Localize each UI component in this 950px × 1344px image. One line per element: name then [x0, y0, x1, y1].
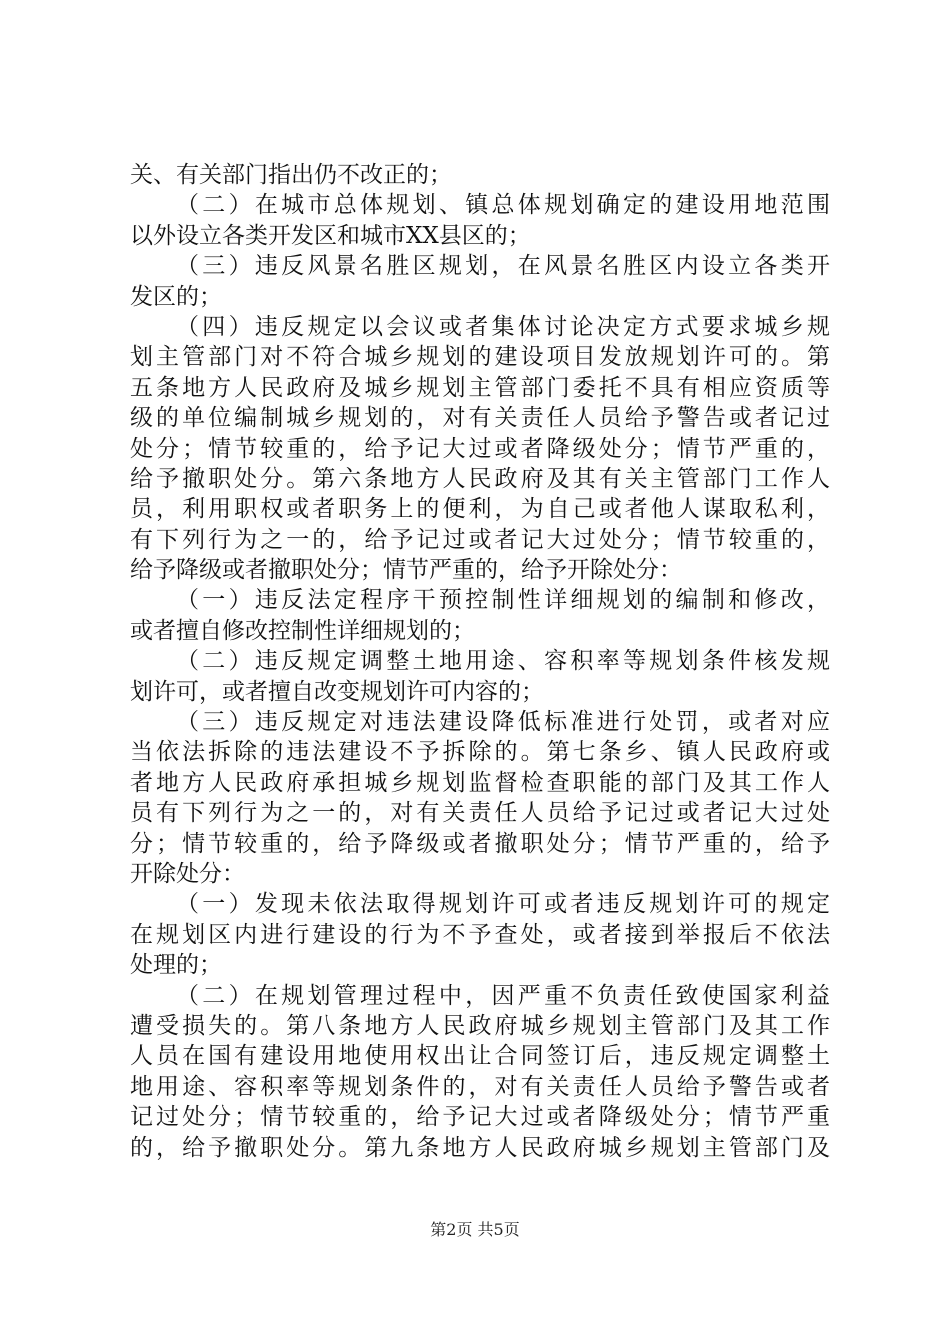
text-line: 五条地方人民政府及城乡规划主管部门委托不具有相应资质等	[130, 374, 830, 401]
text-line: 当依法拆除的违法建设不予拆除的。第七条乡、镇人民政府或	[130, 739, 830, 766]
text-line: 有下列行为之一的，给予记过或者记大过处分；情节较重的，	[130, 526, 830, 553]
document-body	[130, 160, 830, 1163]
text-line: 者地方人民政府承担城乡规划监督检查职能的部门及其工作人	[130, 769, 830, 796]
text-line: 记过处分；情节较重的，给予记大过或者降级处分；情节严重	[130, 1104, 830, 1131]
page-footer: 第2页 共5页	[430, 1220, 520, 1239]
text-line: 处理的；	[130, 952, 222, 979]
text-line: 员有下列行为之一的，对有关责任人员给予记过或者记大过处	[130, 800, 830, 827]
text-line: 遭受损失的。第八条地方人民政府城乡规划主管部门及其工作	[130, 1012, 830, 1039]
text-line: 的，给予撤职处分。第九条地方人民政府城乡规划主管部门及	[130, 1134, 830, 1161]
text-line: 处分；情节较重的，给予记大过或者降级处分；情节严重的，	[130, 435, 830, 462]
text-line: 给予撤职处分。第六条地方人民政府及其有关主管部门工作人	[130, 465, 830, 492]
text-line: 开除处分：	[130, 860, 245, 887]
text-line: （三）违反规定对违法建设降低标准进行处罚，或者对应	[176, 709, 830, 736]
text-line: 员，利用职权或者职务上的便利，为自己或者他人谋取私利，	[130, 496, 830, 523]
text-line: 或者擅自修改控制性详细规划的；	[130, 617, 475, 644]
text-line: （二）违反规定调整土地用途、容积率等规划条件核发规	[176, 648, 830, 675]
text-line: （二）在规划管理过程中，因严重不负责任致使国家利益	[176, 982, 830, 1009]
text-line: （四）违反规定以会议或者集体讨论决定方式要求城乡规	[176, 313, 830, 340]
text-line: 发区的；	[130, 283, 222, 310]
text-line: 级的单位编制城乡规划的，对有关责任人员给予警告或者记过	[130, 405, 830, 432]
text-line: 地用途、容积率等规划条件的，对有关责任人员给予警告或者	[130, 1073, 830, 1100]
text-line: 划主管部门对不符合城乡规划的建设项目发放规划许可的。第	[130, 344, 830, 371]
text-line: （一）发现未依法取得规划许可或者违反规划许可的规定	[176, 891, 830, 918]
text-line: （一）违反法定程序干预控制性详细规划的编制和修改，	[176, 587, 830, 614]
text-line: 人员在国有建设用地使用权出让合同签订后，违反规定调整土	[130, 1043, 830, 1070]
text-line: 关、有关部门指出仍不改正的；	[130, 162, 452, 188]
text-line: 划许可，或者擅自改变规划许可内容的；	[130, 678, 544, 705]
text-line: 在规划区内进行建设的行为不予查处，或者接到举报后不依法	[130, 921, 830, 948]
text-line: （三）违反风景名胜区规划，在风景名胜区内设立各类开	[176, 253, 830, 280]
text-line: 给予降级或者撤职处分；情节严重的，给予开除处分：	[130, 557, 682, 584]
text-line: （二）在城市总体规划、镇总体规划确定的建设用地范围	[176, 192, 830, 219]
text-line: 以外设立各类开发区和城市XX县区的；	[130, 222, 531, 249]
text-line: 分；情节较重的，给予降级或者撤职处分；情节严重的，给予	[130, 830, 830, 857]
